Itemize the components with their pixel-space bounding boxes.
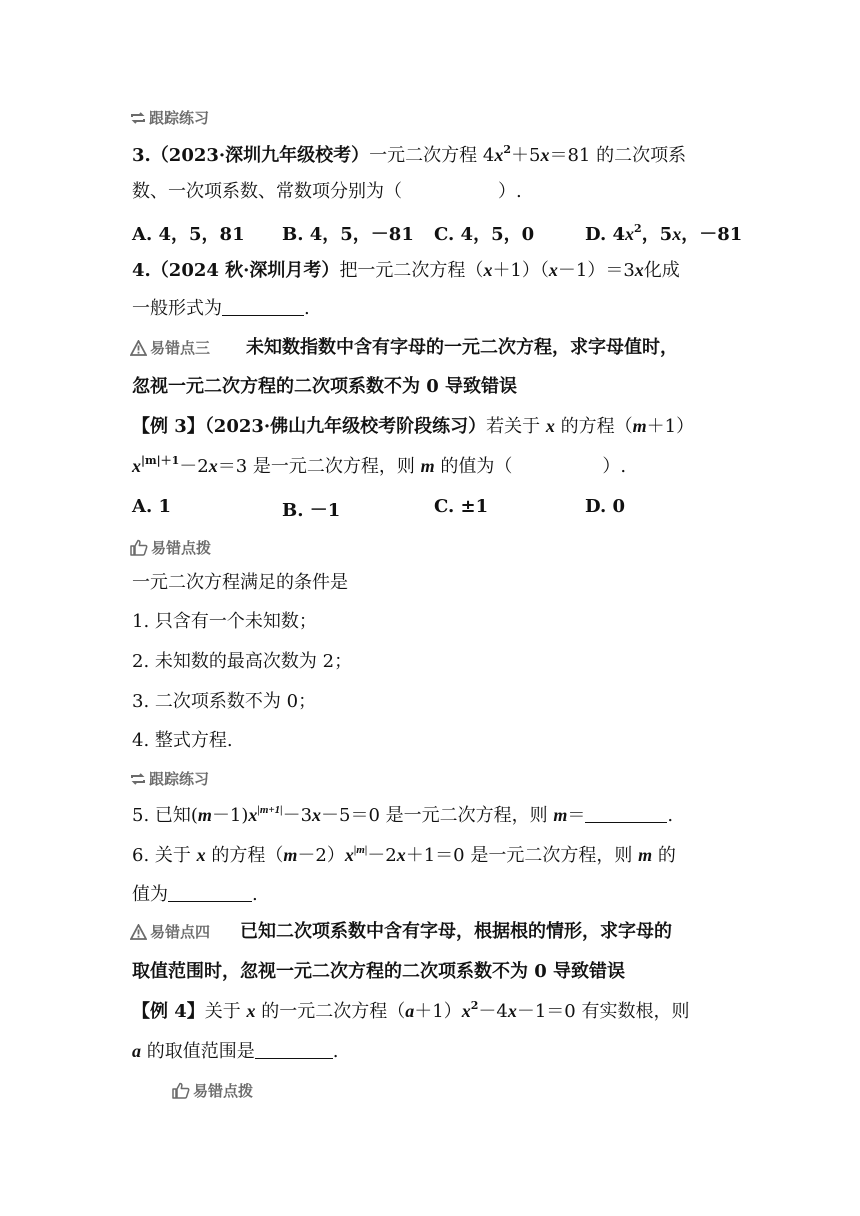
tip-item: 2. 未知数的最高次数为 2；: [132, 651, 353, 672]
error-point-3-marker: [130, 337, 210, 358]
ex3-choice-a: A. 1: [132, 496, 172, 517]
warning-icon: [130, 340, 147, 356]
marker-label: 跟踪练习: [149, 109, 210, 127]
marker-label: 跟踪练习: [149, 770, 210, 788]
ex3-choice-c: C. ±1: [434, 496, 489, 517]
tip-item: 4. 整式方程.: [132, 730, 233, 751]
marker-label: 易错点拨: [193, 1082, 254, 1100]
error-3-title-line2: 忽视一元二次方程的二次项系数不为 0 导致错误: [132, 376, 518, 397]
tips-intro: 一元二次方程满足的条件是: [132, 572, 348, 593]
question-6-line2: 值为 .: [132, 884, 258, 905]
q3-choice-d: D. $4x^2$，5x，－81: [585, 222, 743, 245]
ex3-choice-d: D. 0: [585, 496, 626, 517]
example-3-line1: 【例 3】（2023·佛山九年级校考阶段练习）若关于 x 的方程（m＋1）: [132, 416, 695, 437]
marker-label: 易错点拨: [151, 539, 212, 557]
question-4-line2: 一般形式为 .: [132, 298, 310, 319]
error-4-title-line2: 取值范围时，忽视一元二次方程的二次项系数不为 0 导致错误: [132, 961, 626, 982]
refresh-icon: [130, 771, 146, 787]
q3-choice-b: B. 4，5，－81: [282, 224, 414, 245]
question-6-line1: 6. 关于 x 的方程$(m-2)x^{|m|}-2x+1=0$ 是一元二次方程，则 m 的: [132, 844, 676, 866]
warning-icon: [130, 924, 147, 940]
thumbs-up-icon: [172, 1082, 190, 1099]
refresh-icon: [130, 110, 146, 126]
error-3-title-line1: 未知数指数中含有字母的一元二次方程，求字母值时，: [246, 337, 678, 358]
error-4-title-line1: 已知二次项系数中含有字母，根据根的情形，求字母的: [240, 921, 672, 942]
error-point-4-marker: [130, 921, 210, 942]
example-4-line1: 【例 4】关于 x 的一元二次方程$(a+1)x^2-4x-1=0$ 有实数根，则: [132, 999, 690, 1022]
question-5: 5. 已知$(m-1)x^{|m+1|}-3x-5=0$ 是一元二次方程，则 m＝ .: [132, 804, 674, 826]
tip-marker: [130, 537, 211, 558]
marker-label: 易错点三: [150, 339, 211, 357]
track-practice-marker: [130, 768, 209, 789]
tip-item: 1. 只含有一个未知数；: [132, 611, 317, 632]
tip-marker: [172, 1080, 253, 1101]
question-3-line2: 数、一次项系数、常数项分别为（ ）.: [132, 181, 522, 202]
marker-label: 易错点四: [150, 923, 211, 941]
q3-choice-a: A. 4，5，81: [132, 224, 245, 245]
ex3-choice-b: B. －1: [282, 500, 341, 521]
question-3-line1: 3.（2023·深圳九年级校考）一元二次方程 $4x^2+5x=81$ 的二次项系: [132, 143, 687, 166]
example-4-line2: a 的取值范围是 .: [132, 1041, 339, 1062]
example-3-line2: $x^{|m|+1}-2x=3$ 是一元二次方程，则 m 的值为（ ）.: [132, 454, 627, 477]
q3-choice-c: C. 4，5，0: [434, 224, 535, 245]
question-4-line1: 4.（2024 秋·深圳月考）把一元二次方程（x＋1）（x－1）＝3x化成: [132, 260, 680, 281]
tip-item: 3. 二次项系数不为 0；: [132, 691, 317, 712]
thumbs-up-icon: [130, 539, 148, 556]
track-practice-marker: [130, 107, 209, 128]
